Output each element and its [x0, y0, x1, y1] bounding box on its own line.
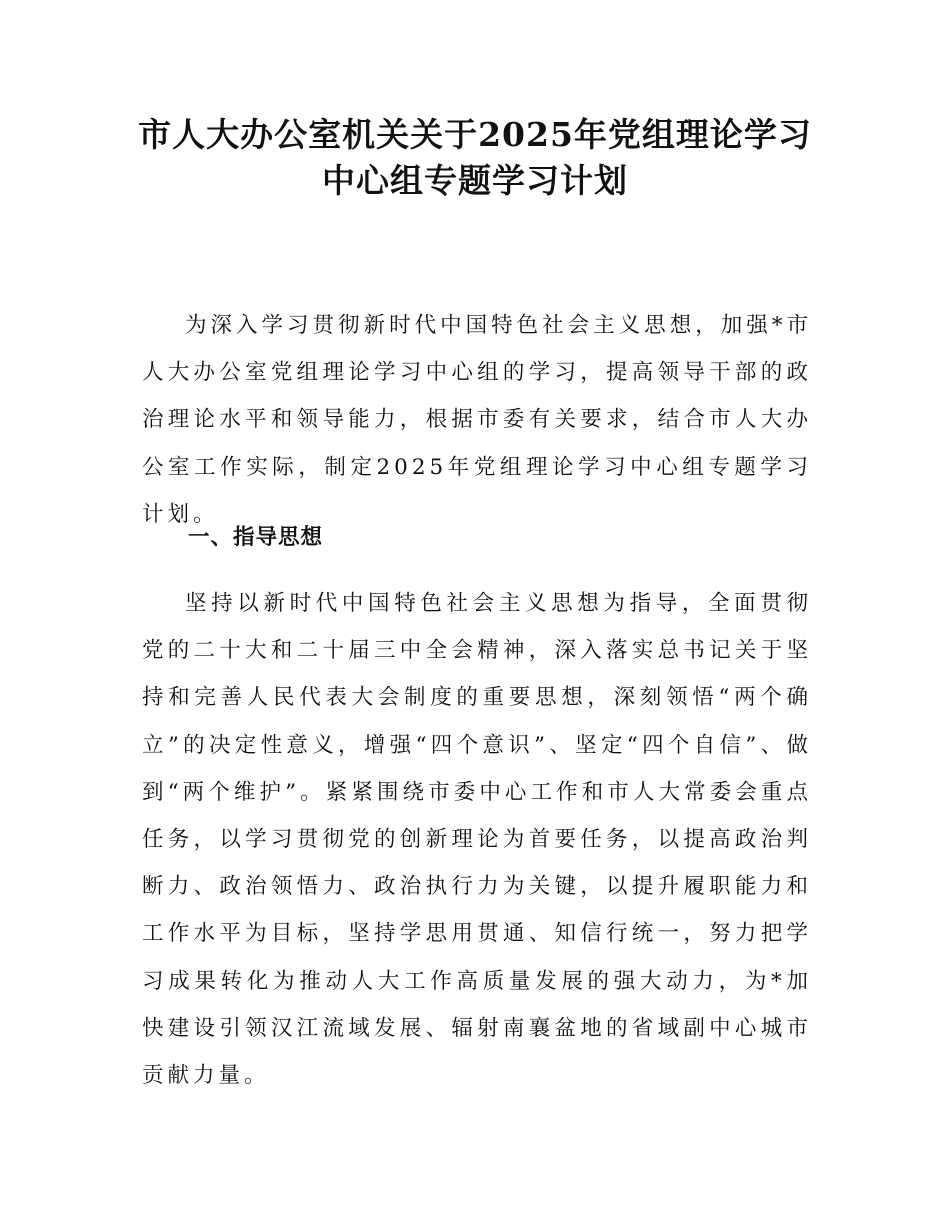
intro-paragraph-block	[142, 302, 812, 538]
document-title	[0, 112, 950, 204]
guiding-ideology-paragraph-block	[142, 580, 812, 1099]
section-heading-guiding-ideology: 一、指导思想	[188, 525, 324, 550]
intro-paragraph: 为深入学习贯彻新时代中国特色社会主义思想，加强*市人大办公室党组理论学习中心组的学习，提高领导干部的政治理论水平和领导能力，根据市委有关要求，结合市人大办公室工作实际，制定2025年党组理论学习中心组专题学习计划。	[142, 313, 812, 527]
title-line-1: 市人大办公室机关关于2025年党组理论学习	[138, 115, 812, 154]
title-line-2: 中心组专题学习计划	[322, 161, 628, 200]
guiding-ideology-paragraph: 坚持以新时代中国特色社会主义思想为指导，全面贯彻党的二十大和二十届三中全会精神，深入落实总书记关于坚持和完善人民代表大会制度的重要思想，深刻领悟“两个确立”的决定性意义，增强“四个意识”、坚定“四个自信”、做到“两个维护”。紧紧围绕市委中心工作和市人大常委会重点任务，以学习贯彻党的创新理论为首要任务，以提高政治判断力、政治领悟力、政治执行力为关键，以提升履职能力和工作水平为目标，坚持学思用贯通、知信行统一，努力把学习成果转化为推动人大工作高质量发展的强大动力，为*加快建设引领汉江流域发展、辐射南襄盆地的省域副中心城市贡献力量。	[142, 591, 812, 1089]
